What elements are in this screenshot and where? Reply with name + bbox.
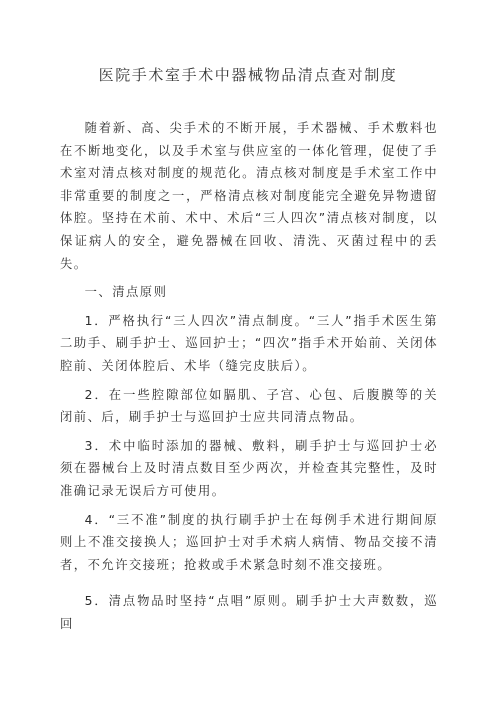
document-title: 医院手术室手术中器械物品清点查对制度 bbox=[98, 66, 398, 84]
section-heading: 一、清点原则 bbox=[84, 285, 168, 300]
list-item: 4．“三不准”制度的执行刷手护士在每例手术进行期间原则上不准交接换人；巡回护士对手术病人病情、物品交接不清者，不允许交接班；抢救或手术紧急时刻不准交接班。 bbox=[60, 512, 438, 572]
list-item: 5．清点物品时坚持“点唱”原则。刷手护士大声数数，巡回 bbox=[60, 594, 438, 631]
document-body bbox=[60, 117, 438, 641]
paragraph-gap bbox=[60, 582, 438, 590]
list-item: 3．术中临时添加的器械、敷料，刷手护士与巡回护士必须在器械台上及时清点数目至少两次，并检查其完整性，及时准确记录无误后方可使用。 bbox=[60, 438, 438, 498]
intro-paragraph: 随着新、高、尖手术的不断开展，手术器械、手术敷料也在不断地变化，以及手术室与供应室的一体化管理，促使了手术室对清点核对制度的规范化。清点核对制度是手术室工作中非常重要的制度之一，严格清点核对制度能完全避免异物遗留体腔。坚持在术前、术中、术后“三人四次”清点核对制度，以保证病人的安全，避免器械在回收、清洗、灭菌过程中的丢失。 bbox=[60, 121, 438, 271]
list-item: 1．严格执行“三人四次”清点制度。“三人”指手术医生第二助手、刷手护士、巡回护士；“四次”指手术开始前、关闭体腔前、关闭体腔后、术毕（缝完皮肤后）。 bbox=[60, 313, 438, 373]
list-item: 2．在一些腔隙部位如膈肌、子宫、心包、后腹膜等的关闭前、后，刷手护士与巡回护士应共同清点物品。 bbox=[60, 387, 438, 425]
